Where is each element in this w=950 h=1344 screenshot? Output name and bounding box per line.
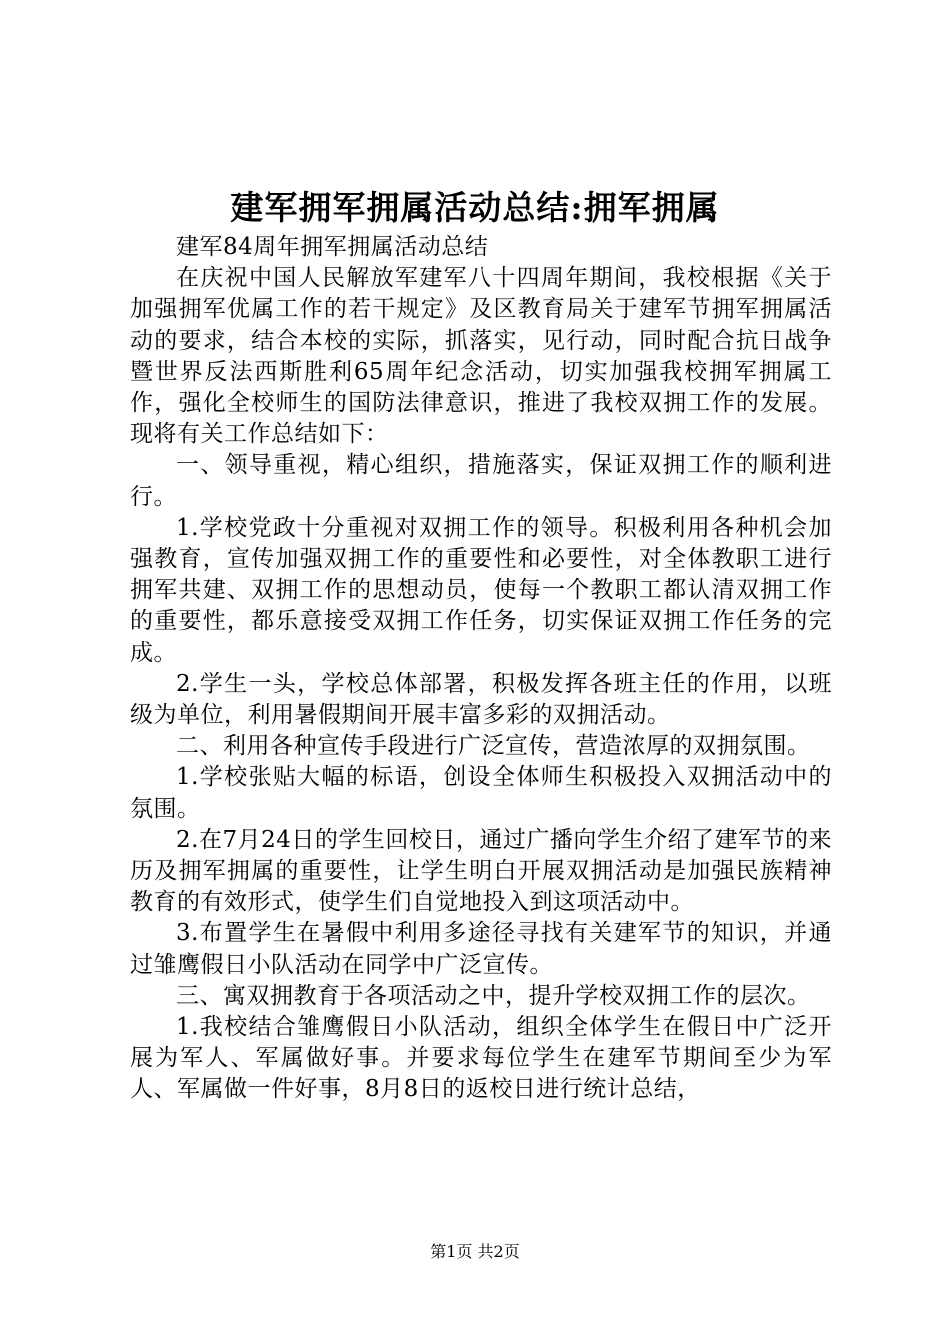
paragraph-1-2: 2.学生一头，学校总体部署，积极发挥各班主任的作用，以班级为单位，利用暑假期间开展丰富多彩的双拥活动。 bbox=[130, 670, 832, 729]
paragraph-subtitle: 建军84周年拥军拥属活动总结 bbox=[176, 234, 489, 260]
document-title: 建军拥军拥属活动总结:拥军拥属 bbox=[230, 188, 720, 227]
paragraph-1-1: 1.学校党政十分重视对双拥工作的领导。积极利用各种机会加强教育，宣传加强双拥工作的重要性和必要性，对全体教职工进行拥军共建、双拥工作的思想动员，使每一个教职工都认清双拥工作的重要性，都乐意接受双拥工作任务，切实保证双拥工作任务的完成。 bbox=[130, 514, 832, 666]
paragraph-3-1: 1.我校结合雏鹰假日小队活动，组织全体学生在假日中广泛开展为军人、军属做好事。并要求每位学生在建军节期间至少为军人、军属做一件好事，8月8日的返校日进行统计总结， bbox=[130, 1014, 832, 1103]
paragraph-intro: 在庆祝中国人民解放军建军八十四周年期间，我校根据《关于加强拥军优属工作的若干规定》及区教育局关于建军节拥军拥属活动的要求，结合本校的实际，抓落实，见行动，同时配合抗日战争暨世界反法西斯胜利65周年纪念活动，切实加强我校拥军拥属工作，强化全校师生的国防法律意识，推进了我校双拥工作的发展。现将有关工作总结如下： bbox=[130, 265, 832, 448]
paragraph-2-2: 2.在7月24日的学生回校日，通过广播向学生介绍了建军节的来历及拥军拥属的重要性，让学生明白开展双拥活动是加强民族精神教育的有效形式，使学生们自觉地投入到这项活动中。 bbox=[130, 826, 832, 916]
page-number-footer: 第1页 共2页 bbox=[430, 1242, 520, 1261]
document-body bbox=[130, 232, 832, 1106]
paragraph-2-3: 3.布置学生在暑假中利用多途径寻找有关建军节的知识，并通过雏鹰假日小队活动在同学中广泛宣传。 bbox=[130, 920, 832, 978]
paragraph-2-1: 1.学校张贴大幅的标语，创设全体师生积极投入双拥活动中的氛围。 bbox=[130, 764, 832, 822]
section-heading-1: 一、领导重视，精心组织，措施落实，保证双拥工作的顺利进行。 bbox=[130, 452, 832, 510]
section-heading-3: 三、寓双拥教育于各项活动之中，提升学校双拥工作的层次。 bbox=[176, 982, 811, 1009]
section-heading-2: 二、利用各种宣传手段进行广泛宣传，营造浓厚的双拥氛围。 bbox=[176, 733, 811, 760]
